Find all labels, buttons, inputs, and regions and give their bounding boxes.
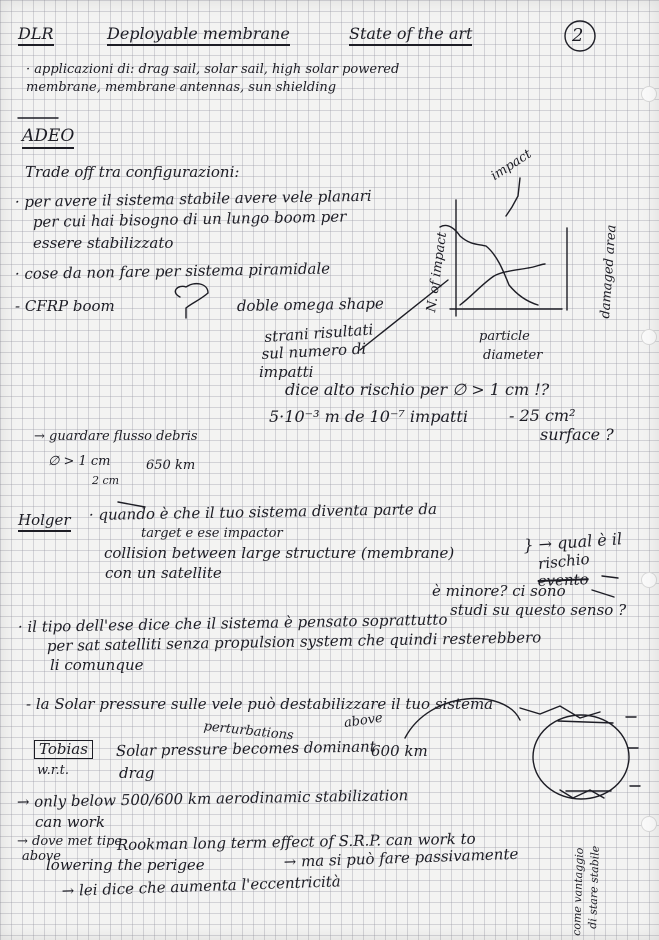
adeo-bullet-3: - CFRP boom xyxy=(15,297,115,315)
note-strani: strani risultati xyxy=(263,320,374,346)
holger-line-14: can work xyxy=(35,813,105,831)
holger-line-17: lowering the perigee xyxy=(46,856,205,874)
holger-line-9: - la Solar pressure sulle vele può destabilizzare il tuo sistema xyxy=(26,695,494,713)
holger-altitude: 600 km xyxy=(371,742,428,760)
adeo-heading: ADEO xyxy=(22,128,74,149)
intro-line-2: membrane, membrane antennas, sun shielding xyxy=(26,80,337,95)
holger-line-7: per sat satelliti senza propulsion system che quindi resterebbero xyxy=(46,628,542,655)
holger-line-4: è minore? ci sono xyxy=(432,582,566,600)
holger-line-17b: → ma si può fare passivamente xyxy=(283,844,519,871)
curly-brace xyxy=(602,576,618,578)
holger-line-10: Solar pressure becomes dominant xyxy=(115,737,376,760)
holger-line-8: li comunque xyxy=(50,656,144,674)
intro-line-1: · applicazioni di: drag sail, solar sail, high solar powered xyxy=(26,62,400,77)
adeo-bullet-3-shape: doble omega shape xyxy=(236,294,384,315)
holger-line-16: Rookman long term effect of S.R.P. can work to xyxy=(116,829,476,854)
figure-y-label-right: damaged area xyxy=(598,224,620,320)
holger-line-3: con un satellite xyxy=(105,564,222,582)
figure-label-impact: impact xyxy=(488,146,535,184)
holger-drag: drag xyxy=(119,764,155,782)
adeo-tradeoff: Trade off tra configurazioni: xyxy=(25,163,240,181)
note-flusso: → guardare flusso debris xyxy=(34,429,198,444)
note-surface: surface ? xyxy=(540,425,614,444)
note-impatti-count: 5·10⁻³ m de 10⁻⁷ impatti xyxy=(269,407,468,426)
holger-line-1: · quando è che il tuo sistema diventa parte da xyxy=(88,499,438,524)
holger-line-18: → lei dice che aumenta l'eccentricità xyxy=(61,872,342,900)
holger-line-5: studi su questo senso ? xyxy=(450,601,627,619)
header-topic: Deployable membrane xyxy=(107,26,290,46)
sail-spiral xyxy=(520,706,600,718)
holger-line-2: collision between large structure (membrane) xyxy=(104,544,455,562)
omega-shape-sketch xyxy=(175,284,208,318)
holger-line-3b: rischio xyxy=(537,549,591,573)
page-number: 2 xyxy=(572,25,584,46)
holger-line-15: → dove met tipe xyxy=(17,834,123,849)
holger-margin-note-1: come vantaggio xyxy=(570,847,587,937)
note-size: 2 cm xyxy=(92,474,120,487)
figure-x-label: diameter xyxy=(483,348,543,363)
note-altitude: 650 km xyxy=(146,458,196,473)
holger-above: above xyxy=(343,710,384,731)
note-numero: sul numero di xyxy=(261,339,367,363)
holger-line-1b: target e ese impactor xyxy=(141,526,283,541)
holger-line-3c: evento xyxy=(537,570,589,590)
holger-line-15b: above xyxy=(22,849,61,864)
note-impatti: impatti xyxy=(259,363,314,381)
holger-margin-note-2: di stare stabile xyxy=(586,845,602,930)
holger-label: Holger xyxy=(18,513,71,532)
header-section: DLR xyxy=(18,26,54,46)
adeo-bullet-2: · cose da non fare per sistema piramidale xyxy=(14,259,331,283)
header-subtitle: State of the art xyxy=(349,26,472,46)
curly-brace xyxy=(592,590,614,597)
impact-curve xyxy=(440,225,538,305)
figure-y-label-left: N. of impact xyxy=(424,231,451,314)
adeo-bullet-1-cont: essere stabilizzato xyxy=(33,234,174,252)
holger-perturbations: perturbations xyxy=(202,719,295,744)
adeo-bullet-1: · per avere il sistema stabile avere vele planari xyxy=(14,186,372,211)
holger-wrt: w.r.t. xyxy=(37,763,69,778)
sail-line xyxy=(558,721,613,723)
impact-pointer xyxy=(506,178,520,216)
holger-line-13: → only below 500/600 km aerodinamic stabilization xyxy=(16,786,409,811)
orbit-sketch xyxy=(533,715,629,799)
holger-tobias-box: Tobias xyxy=(34,740,93,759)
note-diameter: ∅ > 1 cm xyxy=(48,454,111,469)
holger-line-2b: } → qual è il xyxy=(522,529,623,555)
note-surface-area: - 25 cm² xyxy=(509,406,576,425)
adeo-bullet-1-cont: per cui hai bisogno di un lungo boom per xyxy=(32,207,347,231)
figure-x-label: particle xyxy=(479,329,530,344)
note-rischio: dice alto rischio per ∅ > 1 cm !? xyxy=(285,380,550,399)
holger-line-6: · il tipo dell'ese dice che il sistema è pensato soprattutto xyxy=(17,610,448,636)
